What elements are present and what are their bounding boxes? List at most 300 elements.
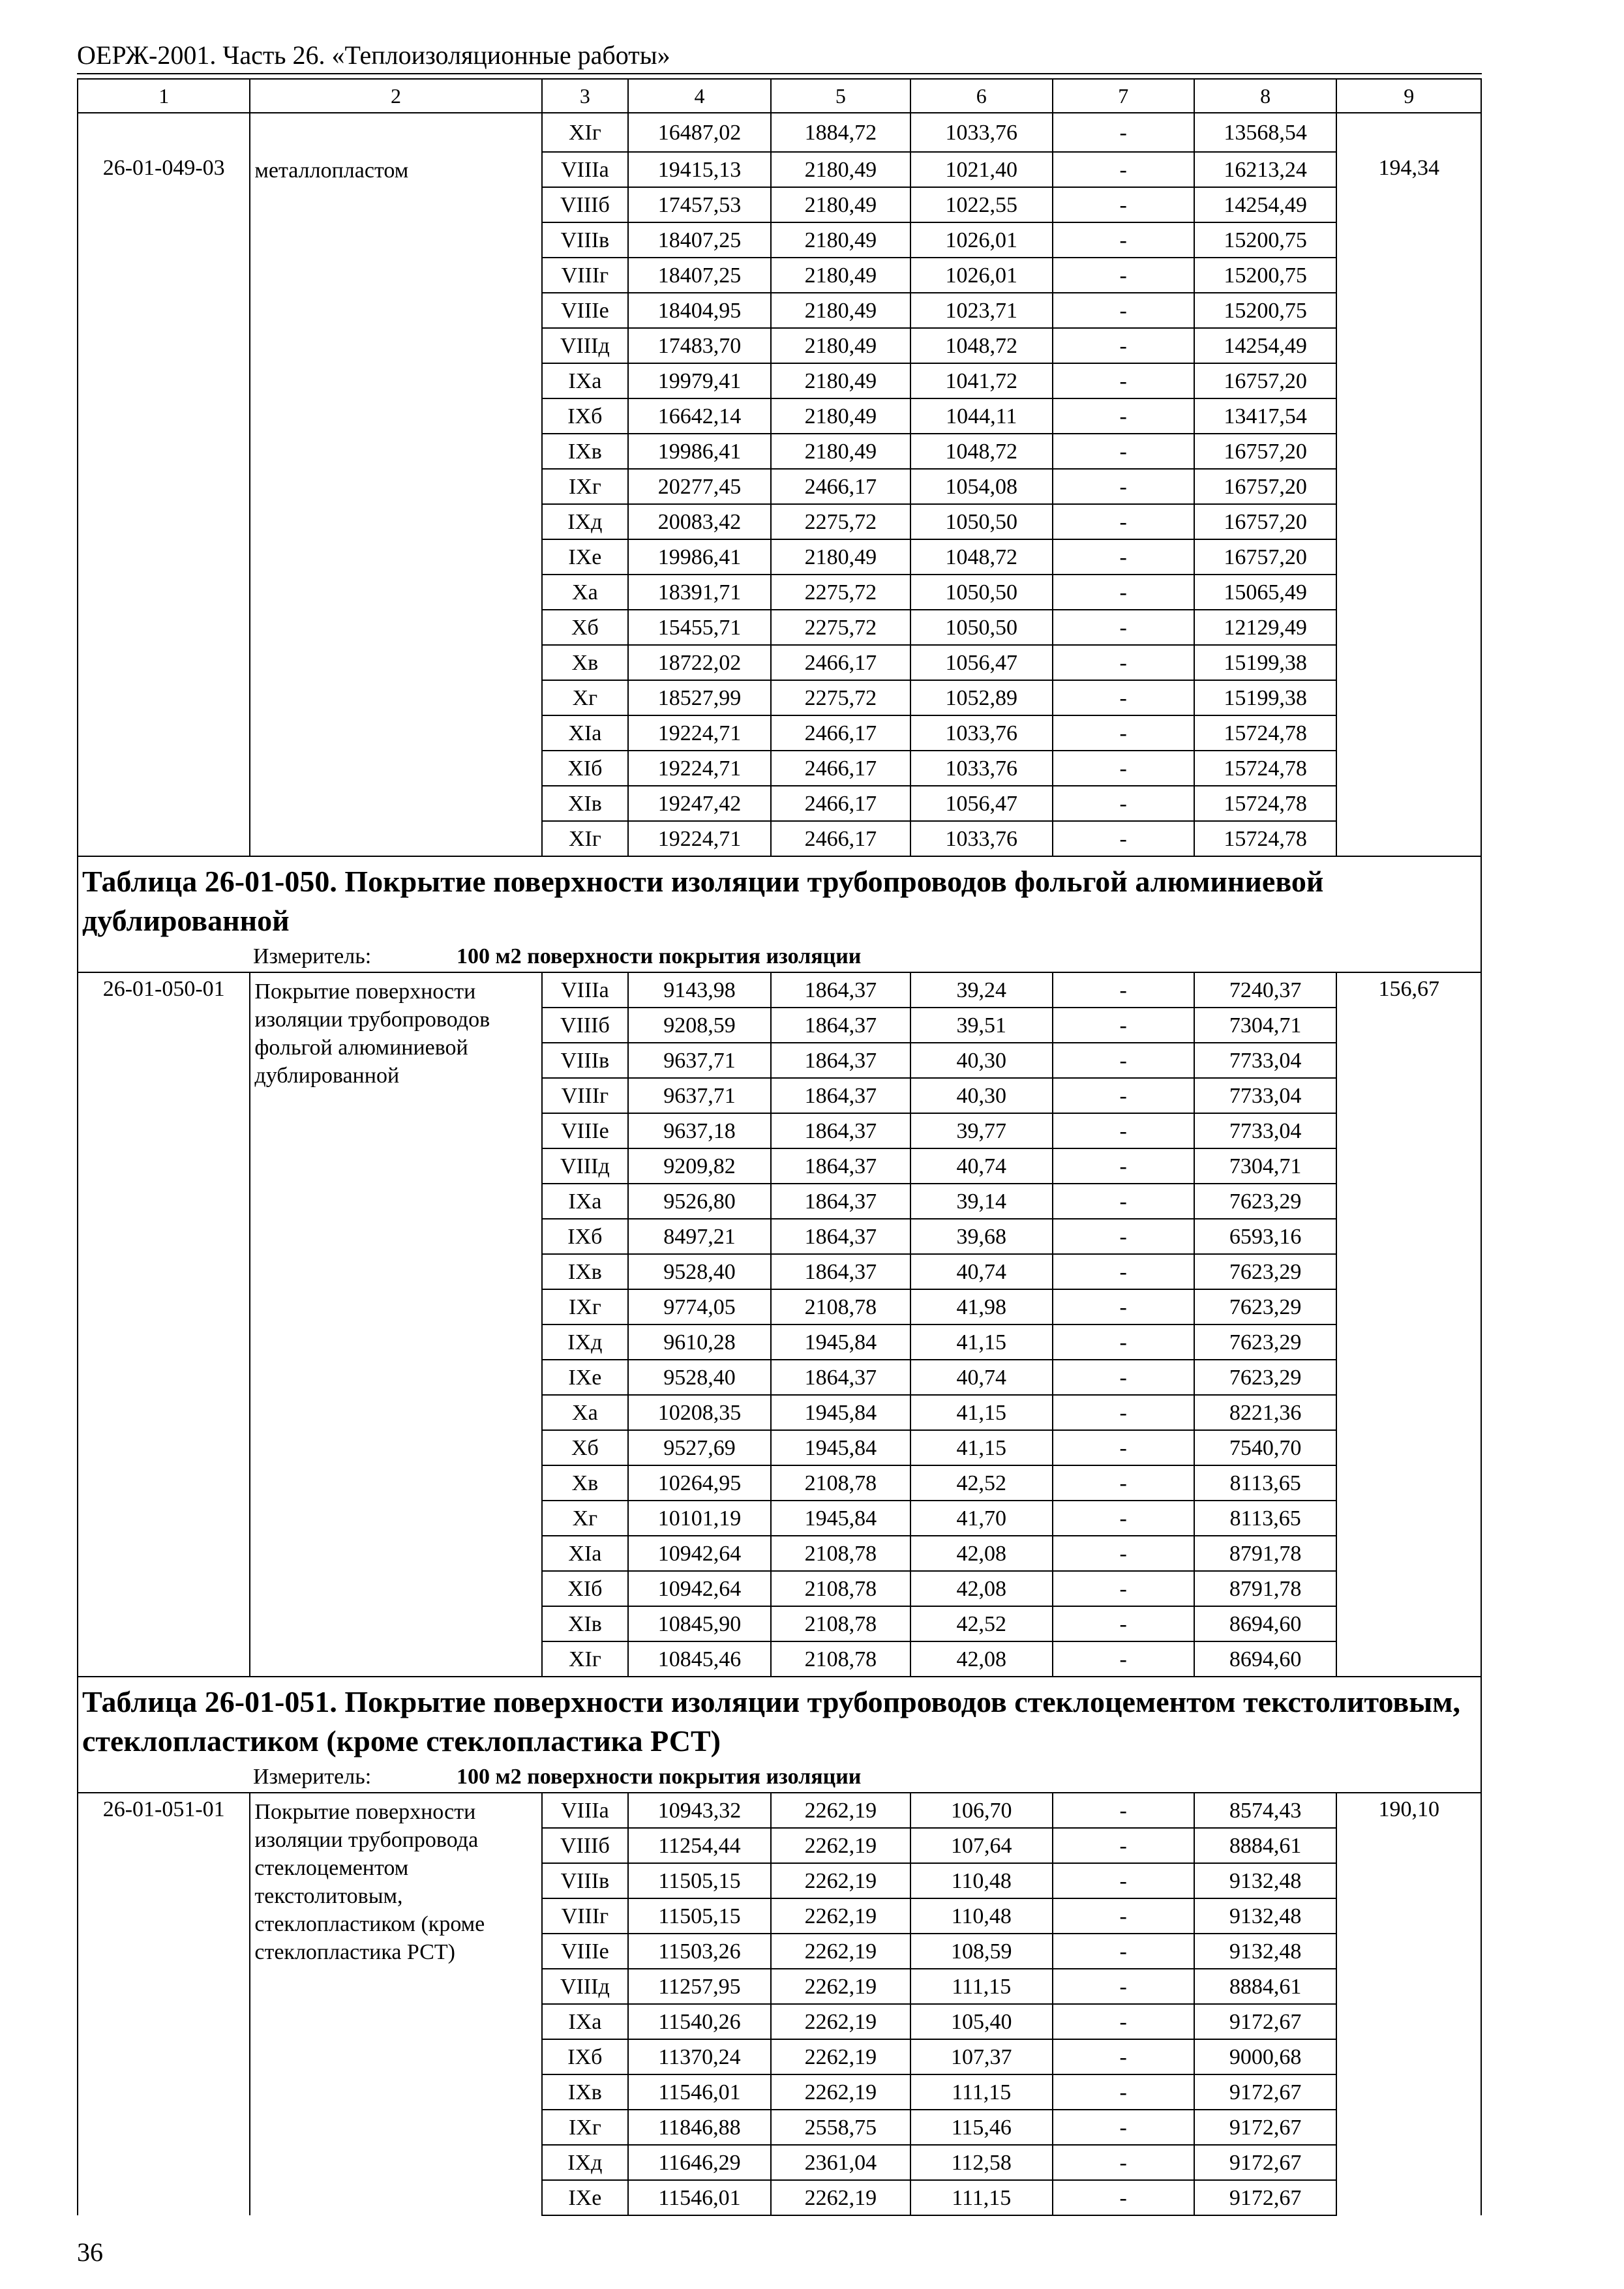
- materials-cell: 8113,65: [1194, 1465, 1336, 1501]
- grade-cell: VIIIд: [542, 328, 629, 363]
- grade-cell: IXг: [542, 2110, 629, 2145]
- wages-cell: 1864,37: [771, 1254, 910, 1289]
- drivers-wages-cell: -: [1053, 2145, 1194, 2180]
- grade-cell: IXд: [542, 504, 629, 539]
- total-cost-cell: 11370,24: [628, 2039, 770, 2074]
- wages-cell: 1945,84: [771, 1324, 910, 1360]
- grade-cell: IXе: [542, 2180, 629, 2215]
- drivers-wages-cell: -: [1053, 645, 1194, 680]
- table-row: [78, 972, 1481, 1008]
- wages-cell: 2466,17: [771, 715, 910, 751]
- grade-cell: VIIIе: [542, 293, 629, 328]
- grade-cell: Xг: [542, 680, 629, 715]
- total-cost-cell: 10101,19: [628, 1501, 770, 1536]
- machinery-cell: 108,59: [910, 1934, 1052, 1969]
- rate-code: 26-01-050-01: [78, 972, 250, 1677]
- wages-cell: 2361,04: [771, 2145, 910, 2180]
- total-cost-cell: 18407,25: [628, 222, 770, 258]
- materials-cell: 15200,75: [1194, 293, 1336, 328]
- rate-code: 26-01-051-01: [78, 1793, 250, 2215]
- total-cost-cell: 11846,88: [628, 2110, 770, 2145]
- unit-row: [78, 940, 1481, 972]
- wages-cell: 2275,72: [771, 610, 910, 645]
- drivers-wages-cell: -: [1053, 1148, 1194, 1184]
- drivers-wages-cell: -: [1053, 2039, 1194, 2074]
- materials-cell: 7623,29: [1194, 1289, 1336, 1324]
- drivers-wages-cell: -: [1053, 1934, 1194, 1969]
- wages-cell: 1884,72: [771, 113, 910, 152]
- materials-cell: 13568,54: [1194, 113, 1336, 152]
- total-cost-cell: 16487,02: [628, 113, 770, 152]
- materials-cell: 7240,37: [1194, 972, 1336, 1008]
- drivers-wages-cell: -: [1053, 398, 1194, 434]
- materials-cell: 8221,36: [1194, 1395, 1336, 1430]
- wages-cell: 2262,19: [771, 1828, 910, 1863]
- table-title-row: [78, 856, 1481, 940]
- column-number: 2: [250, 79, 541, 113]
- wages-cell: 2180,49: [771, 328, 910, 363]
- machinery-cell: 115,46: [910, 2110, 1052, 2145]
- unit-value: 100 м2 поверхности покрытия изоляции: [457, 1764, 862, 1789]
- drivers-wages-cell: -: [1053, 222, 1194, 258]
- machinery-cell: 1048,72: [910, 434, 1052, 469]
- machinery-cell: 40,30: [910, 1043, 1052, 1078]
- drivers-wages-cell: -: [1053, 1793, 1194, 1828]
- wages-cell: 2466,17: [771, 786, 910, 821]
- rate-description: [250, 113, 541, 152]
- materials-cell: 9172,67: [1194, 2145, 1336, 2180]
- grade-cell: VIIIб: [542, 187, 629, 222]
- machinery-cell: 106,70: [910, 1793, 1052, 1828]
- machinery-cell: 41,15: [910, 1395, 1052, 1430]
- machinery-cell: 42,08: [910, 1641, 1052, 1677]
- total-cost-cell: 11540,26: [628, 2004, 770, 2039]
- wages-cell: 2262,19: [771, 1898, 910, 1934]
- materials-cell: 15199,38: [1194, 645, 1336, 680]
- total-cost-cell: 16642,14: [628, 398, 770, 434]
- wages-cell: 1864,37: [771, 1113, 910, 1148]
- page-number: 36: [77, 2237, 103, 2267]
- machinery-cell: 39,14: [910, 1184, 1052, 1219]
- grade-cell: XIв: [542, 1606, 629, 1641]
- materials-cell: 15724,78: [1194, 786, 1336, 821]
- materials-cell: 9172,67: [1194, 2004, 1336, 2039]
- total-cost-cell: 8497,21: [628, 1219, 770, 1254]
- machinery-cell: 105,40: [910, 2004, 1052, 2039]
- materials-cell: 8694,60: [1194, 1641, 1336, 1677]
- column-number: 1: [78, 79, 250, 113]
- machinery-cell: 1026,01: [910, 222, 1052, 258]
- total-cost-cell: 20083,42: [628, 504, 770, 539]
- drivers-wages-cell: -: [1053, 1536, 1194, 1571]
- drivers-wages-cell: -: [1053, 1184, 1194, 1219]
- total-cost-cell: 10845,46: [628, 1641, 770, 1677]
- machinery-cell: 107,64: [910, 1828, 1052, 1863]
- rate-description: Покрытие поверхности изоляции трубопроводов фольгой алюминиевой дублированной: [250, 972, 541, 1677]
- machinery-cell: 1033,76: [910, 821, 1052, 856]
- materials-cell: 14254,49: [1194, 187, 1336, 222]
- total-cost-cell: 11257,95: [628, 1969, 770, 2004]
- grade-cell: VIIIг: [542, 1078, 629, 1113]
- table-row: [78, 113, 1481, 152]
- machinery-cell: 1048,72: [910, 539, 1052, 575]
- grade-cell: VIIIв: [542, 222, 629, 258]
- machinery-cell: 112,58: [910, 2145, 1052, 2180]
- machinery-cell: 1033,76: [910, 715, 1052, 751]
- machinery-cell: 111,15: [910, 1969, 1052, 2004]
- machinery-cell: 1033,76: [910, 113, 1052, 152]
- wages-cell: 2180,49: [771, 258, 910, 293]
- wages-cell: 2108,78: [771, 1606, 910, 1641]
- machinery-cell: 41,15: [910, 1324, 1052, 1360]
- wages-cell: 2275,72: [771, 575, 910, 610]
- drivers-wages-cell: -: [1053, 1898, 1194, 1934]
- drivers-wages-cell: -: [1053, 972, 1194, 1008]
- drivers-wages-cell: -: [1053, 575, 1194, 610]
- rates-table: [77, 78, 1482, 2216]
- machinery-cell: 40,74: [910, 1254, 1052, 1289]
- machinery-cell: 111,15: [910, 2074, 1052, 2110]
- grade-cell: IXв: [542, 434, 629, 469]
- total-cost-cell: 10942,64: [628, 1571, 770, 1606]
- materials-cell: 9172,67: [1194, 2074, 1336, 2110]
- total-cost-cell: 9637,18: [628, 1113, 770, 1148]
- machinery-cell: 1050,50: [910, 610, 1052, 645]
- total-cost-cell: 18404,95: [628, 293, 770, 328]
- wages-cell: 2558,75: [771, 2110, 910, 2145]
- materials-cell: 15200,75: [1194, 258, 1336, 293]
- grade-cell: VIIIб: [542, 1828, 629, 1863]
- machinery-cell: 1033,76: [910, 751, 1052, 786]
- unit-label: Измеритель:: [253, 1764, 372, 1789]
- header-rule: [77, 73, 1482, 74]
- grade-cell: XIб: [542, 751, 629, 786]
- machinery-cell: 42,52: [910, 1606, 1052, 1641]
- column-number: 5: [771, 79, 910, 113]
- grade-cell: VIIIд: [542, 1148, 629, 1184]
- drivers-wages-cell: -: [1053, 1008, 1194, 1043]
- materials-cell: 8791,78: [1194, 1536, 1336, 1571]
- total-cost-cell: 19415,13: [628, 152, 770, 187]
- rate-code: [78, 113, 250, 152]
- materials-cell: 9132,48: [1194, 1934, 1336, 1969]
- machinery-cell: 40,30: [910, 1078, 1052, 1113]
- drivers-wages-cell: -: [1053, 504, 1194, 539]
- wages-cell: 2108,78: [771, 1289, 910, 1324]
- drivers-wages-cell: -: [1053, 539, 1194, 575]
- machinery-cell: 39,24: [910, 972, 1052, 1008]
- column-number: 3: [542, 79, 629, 113]
- total-cost-cell: 20277,45: [628, 469, 770, 504]
- drivers-wages-cell: -: [1053, 1219, 1194, 1254]
- drivers-wages-cell: -: [1053, 2074, 1194, 2110]
- grade-cell: Xа: [542, 1395, 629, 1430]
- machinery-cell: 41,98: [910, 1289, 1052, 1324]
- machinery-cell: 1021,40: [910, 152, 1052, 187]
- materials-cell: 16757,20: [1194, 504, 1336, 539]
- materials-cell: 13417,54: [1194, 398, 1336, 434]
- machinery-cell: 1041,72: [910, 363, 1052, 398]
- wages-cell: 2262,19: [771, 1863, 910, 1898]
- machinery-cell: 40,74: [910, 1360, 1052, 1395]
- grade-cell: IXа: [542, 2004, 629, 2039]
- wages-cell: 1945,84: [771, 1395, 910, 1430]
- machinery-cell: 1052,89: [910, 680, 1052, 715]
- wages-cell: 1864,37: [771, 1043, 910, 1078]
- total-cost-cell: 10208,35: [628, 1395, 770, 1430]
- column-number: 7: [1053, 79, 1194, 113]
- grade-cell: IXб: [542, 2039, 629, 2074]
- total-cost-cell: 9209,82: [628, 1148, 770, 1184]
- grade-cell: VIIIд: [542, 1969, 629, 2004]
- grade-cell: XIг: [542, 821, 629, 856]
- total-cost-cell: 9526,80: [628, 1184, 770, 1219]
- materials-cell: 7540,70: [1194, 1430, 1336, 1465]
- total-cost-cell: 9637,71: [628, 1078, 770, 1113]
- wages-cell: 1864,37: [771, 1008, 910, 1043]
- total-cost-cell: 11546,01: [628, 2180, 770, 2215]
- grade-cell: IXа: [542, 1184, 629, 1219]
- drivers-wages-cell: -: [1053, 751, 1194, 786]
- total-cost-cell: 17483,70: [628, 328, 770, 363]
- drivers-wages-cell: -: [1053, 1289, 1194, 1324]
- grade-cell: VIIIв: [542, 1863, 629, 1898]
- machinery-cell: 1056,47: [910, 645, 1052, 680]
- total-cost-cell: 19224,71: [628, 751, 770, 786]
- materials-cell: 16757,20: [1194, 434, 1336, 469]
- total-cost-cell: 19224,71: [628, 821, 770, 856]
- wages-cell: 2262,19: [771, 2074, 910, 2110]
- materials-cell: 9000,68: [1194, 2039, 1336, 2074]
- machinery-cell: 1022,55: [910, 187, 1052, 222]
- total-cost-cell: 15455,71: [628, 610, 770, 645]
- wages-cell: 2275,72: [771, 504, 910, 539]
- wages-cell: 2466,17: [771, 821, 910, 856]
- materials-cell: 12129,49: [1194, 610, 1336, 645]
- drivers-wages-cell: -: [1053, 2004, 1194, 2039]
- column-number: 9: [1336, 79, 1481, 113]
- grade-cell: XIа: [542, 715, 629, 751]
- table-title-row: [78, 1677, 1481, 1761]
- table-title: Таблица 26-01-051. Покрытие поверхности изоляции трубопроводов стеклоцементом текстолитовым, стеклопластиком (кроме стеклопластика РСТ): [78, 1677, 1481, 1761]
- machinery-cell: 41,15: [910, 1430, 1052, 1465]
- materials-cell: 16757,20: [1194, 363, 1336, 398]
- total-cost-cell: 11505,15: [628, 1863, 770, 1898]
- materials-cell: 7733,04: [1194, 1113, 1336, 1148]
- wages-cell: 2262,19: [771, 1969, 910, 2004]
- materials-cell: 7623,29: [1194, 1360, 1336, 1395]
- wages-cell: 2180,49: [771, 539, 910, 575]
- total-cost-cell: 11546,01: [628, 2074, 770, 2110]
- unit-label: Измеритель:: [253, 944, 372, 968]
- wages-cell: 2466,17: [771, 751, 910, 786]
- labor-cell: 156,67: [1336, 972, 1481, 1677]
- unit-cell: [78, 940, 1481, 972]
- total-cost-cell: 10942,64: [628, 1536, 770, 1571]
- materials-cell: 15724,78: [1194, 821, 1336, 856]
- column-number: 6: [910, 79, 1052, 113]
- total-cost-cell: 9637,71: [628, 1043, 770, 1078]
- machinery-cell: 42,08: [910, 1536, 1052, 1571]
- drivers-wages-cell: -: [1053, 1043, 1194, 1078]
- materials-cell: 8884,61: [1194, 1969, 1336, 2004]
- machinery-cell: 1023,71: [910, 293, 1052, 328]
- drivers-wages-cell: -: [1053, 1360, 1194, 1395]
- grade-cell: VIIIа: [542, 972, 629, 1008]
- total-cost-cell: 9774,05: [628, 1289, 770, 1324]
- wages-cell: 2108,78: [771, 1536, 910, 1571]
- grade-cell: IXг: [542, 469, 629, 504]
- machinery-cell: 42,08: [910, 1571, 1052, 1606]
- rate-code: 26-01-049-03: [78, 152, 250, 856]
- grade-cell: VIIIг: [542, 1898, 629, 1934]
- machinery-cell: 1048,72: [910, 328, 1052, 363]
- labor-cell: 190,10: [1336, 1793, 1481, 2215]
- total-cost-cell: 9610,28: [628, 1324, 770, 1360]
- materials-cell: 7623,29: [1194, 1324, 1336, 1360]
- total-cost-cell: 10845,90: [628, 1606, 770, 1641]
- drivers-wages-cell: -: [1053, 715, 1194, 751]
- drivers-wages-cell: -: [1053, 1324, 1194, 1360]
- wages-cell: 2262,19: [771, 1793, 910, 1828]
- materials-cell: 8694,60: [1194, 1606, 1336, 1641]
- grade-cell: XIг: [542, 1641, 629, 1677]
- drivers-wages-cell: -: [1053, 293, 1194, 328]
- wages-cell: 2262,19: [771, 2039, 910, 2074]
- materials-cell: 15199,38: [1194, 680, 1336, 715]
- rate-description: Покрытие поверхности изоляции трубопровода стеклоцементом текстолитовым, стеклопластиком (кроме стеклопластика РСТ): [250, 1793, 541, 2215]
- wages-cell: 1864,37: [771, 1219, 910, 1254]
- column-number: 8: [1194, 79, 1336, 113]
- grade-cell: Xг: [542, 1501, 629, 1536]
- total-cost-cell: 9208,59: [628, 1008, 770, 1043]
- drivers-wages-cell: -: [1053, 152, 1194, 187]
- materials-cell: 7623,29: [1194, 1254, 1336, 1289]
- materials-cell: 8791,78: [1194, 1571, 1336, 1606]
- total-cost-cell: 18391,71: [628, 575, 770, 610]
- materials-cell: 8113,65: [1194, 1501, 1336, 1536]
- wages-cell: 2108,78: [771, 1571, 910, 1606]
- grade-cell: VIIIа: [542, 1793, 629, 1828]
- total-cost-cell: 11646,29: [628, 2145, 770, 2180]
- grade-cell: Xб: [542, 1430, 629, 1465]
- materials-cell: 15724,78: [1194, 751, 1336, 786]
- machinery-cell: 1050,50: [910, 575, 1052, 610]
- machinery-cell: 110,48: [910, 1863, 1052, 1898]
- total-cost-cell: 19986,41: [628, 539, 770, 575]
- drivers-wages-cell: -: [1053, 1254, 1194, 1289]
- materials-cell: 15065,49: [1194, 575, 1336, 610]
- machinery-cell: 39,77: [910, 1113, 1052, 1148]
- drivers-wages-cell: -: [1053, 1395, 1194, 1430]
- table-title: Таблица 26-01-050. Покрытие поверхности изоляции трубопроводов фольгой алюминиевой дублированной: [78, 856, 1481, 940]
- drivers-wages-cell: -: [1053, 1606, 1194, 1641]
- total-cost-cell: 11254,44: [628, 1828, 770, 1863]
- wages-cell: 1864,37: [771, 972, 910, 1008]
- total-cost-cell: 11503,26: [628, 1934, 770, 1969]
- drivers-wages-cell: -: [1053, 821, 1194, 856]
- machinery-cell: 1054,08: [910, 469, 1052, 504]
- table-row: [78, 1793, 1481, 1828]
- machinery-cell: 41,70: [910, 1501, 1052, 1536]
- drivers-wages-cell: -: [1053, 1863, 1194, 1898]
- grade-cell: IXе: [542, 1360, 629, 1395]
- total-cost-cell: 18722,02: [628, 645, 770, 680]
- grade-cell: Xв: [542, 1465, 629, 1501]
- drivers-wages-cell: -: [1053, 2110, 1194, 2145]
- wages-cell: 2275,72: [771, 680, 910, 715]
- grade-cell: VIIIб: [542, 1008, 629, 1043]
- materials-cell: 9132,48: [1194, 1863, 1336, 1898]
- grade-cell: IXв: [542, 1254, 629, 1289]
- drivers-wages-cell: -: [1053, 1430, 1194, 1465]
- drivers-wages-cell: -: [1053, 786, 1194, 821]
- materials-cell: 7733,04: [1194, 1078, 1336, 1113]
- grade-cell: Xв: [542, 645, 629, 680]
- machinery-cell: 40,74: [910, 1148, 1052, 1184]
- labor-cell: 194,34: [1336, 152, 1481, 856]
- machinery-cell: 1026,01: [910, 258, 1052, 293]
- materials-cell: 7304,71: [1194, 1008, 1336, 1043]
- drivers-wages-cell: -: [1053, 328, 1194, 363]
- drivers-wages-cell: -: [1053, 1571, 1194, 1606]
- grade-cell: IXд: [542, 2145, 629, 2180]
- total-cost-cell: 10264,95: [628, 1465, 770, 1501]
- machinery-cell: 39,51: [910, 1008, 1052, 1043]
- drivers-wages-cell: -: [1053, 1969, 1194, 2004]
- unit-row: [78, 1761, 1481, 1793]
- column-number-row: [78, 79, 1481, 113]
- wages-cell: 2262,19: [771, 2004, 910, 2039]
- drivers-wages-cell: -: [1053, 187, 1194, 222]
- total-cost-cell: 19979,41: [628, 363, 770, 398]
- wages-cell: 2466,17: [771, 469, 910, 504]
- drivers-wages-cell: -: [1053, 610, 1194, 645]
- grade-cell: IXб: [542, 398, 629, 434]
- wages-cell: 1864,37: [771, 1184, 910, 1219]
- grade-cell: VIIIг: [542, 258, 629, 293]
- wages-cell: 1945,84: [771, 1501, 910, 1536]
- total-cost-cell: 19247,42: [628, 786, 770, 821]
- total-cost-cell: 19986,41: [628, 434, 770, 469]
- wages-cell: 1864,37: [771, 1078, 910, 1113]
- table-row: [78, 152, 1481, 187]
- grade-cell: IXб: [542, 1219, 629, 1254]
- drivers-wages-cell: -: [1053, 680, 1194, 715]
- labor-cell: [1336, 113, 1481, 152]
- materials-cell: 15200,75: [1194, 222, 1336, 258]
- grade-cell: XIг: [542, 113, 629, 152]
- total-cost-cell: 10943,32: [628, 1793, 770, 1828]
- drivers-wages-cell: -: [1053, 469, 1194, 504]
- materials-cell: 14254,49: [1194, 328, 1336, 363]
- drivers-wages-cell: -: [1053, 113, 1194, 152]
- grade-cell: VIIIе: [542, 1934, 629, 1969]
- drivers-wages-cell: -: [1053, 1465, 1194, 1501]
- grade-cell: VIIIе: [542, 1113, 629, 1148]
- grade-cell: Xб: [542, 610, 629, 645]
- materials-cell: 9132,48: [1194, 1898, 1336, 1934]
- materials-cell: 16213,24: [1194, 152, 1336, 187]
- drivers-wages-cell: -: [1053, 1113, 1194, 1148]
- total-cost-cell: 11505,15: [628, 1898, 770, 1934]
- grade-cell: XIа: [542, 1536, 629, 1571]
- materials-cell: 16757,20: [1194, 539, 1336, 575]
- unit-cell: [78, 1761, 1481, 1793]
- drivers-wages-cell: -: [1053, 2180, 1194, 2215]
- total-cost-cell: 9528,40: [628, 1360, 770, 1395]
- wages-cell: 2108,78: [771, 1641, 910, 1677]
